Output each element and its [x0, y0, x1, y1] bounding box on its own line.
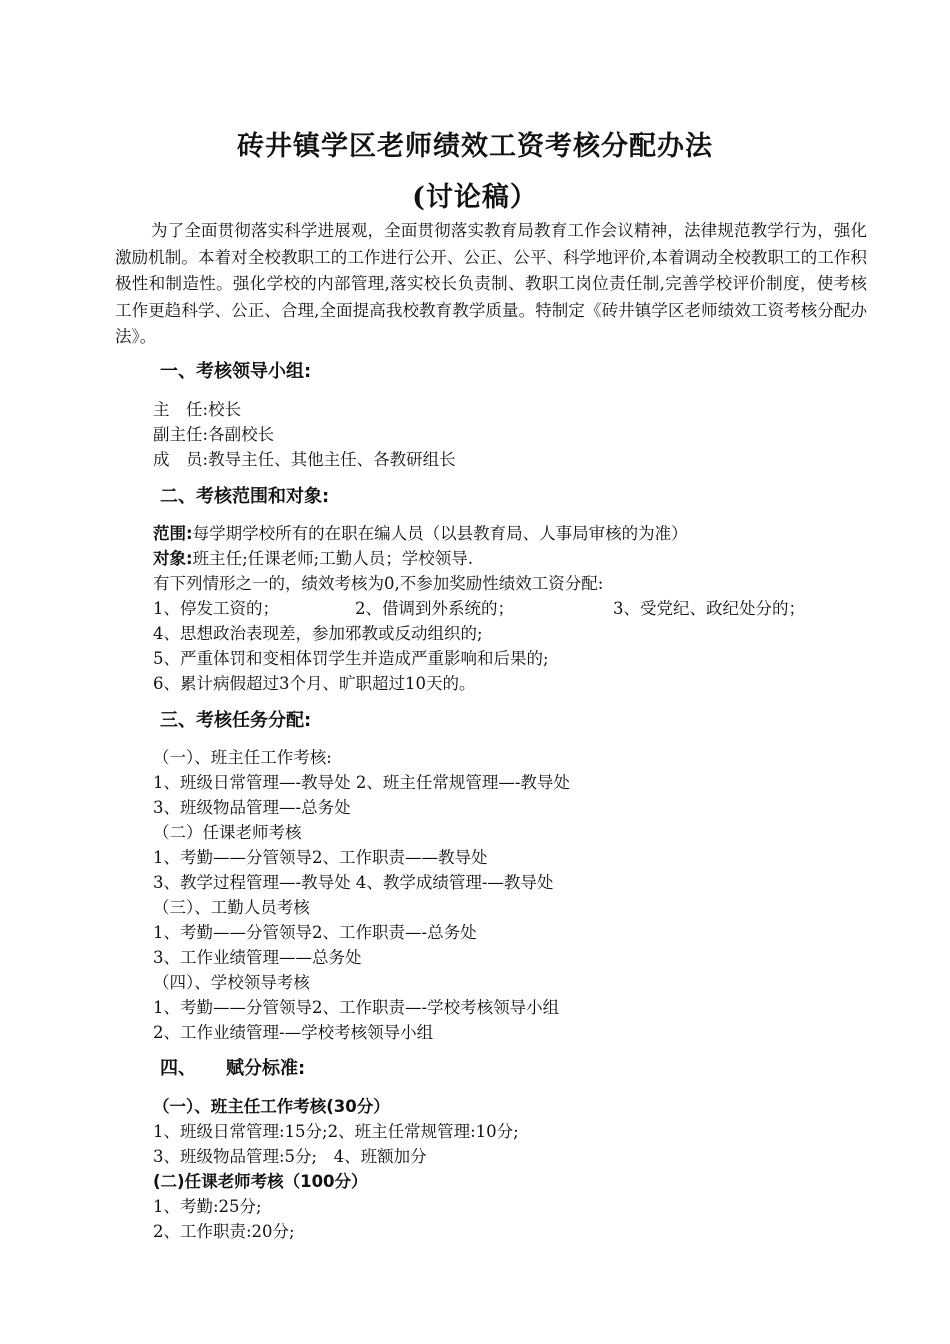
- target-text: 班主任;任课老师;工勤人员；学校领导.: [192, 549, 473, 568]
- task-line: （一）、班主任工作考核:: [153, 748, 332, 767]
- heading-text: 赋分标准:: [226, 1058, 306, 1079]
- zero-rule-item-4: 4、思想政治表现差，参加邪教或反动组织的;: [153, 624, 483, 643]
- label: 成 员:: [153, 450, 209, 469]
- heading-number: 四、: [160, 1058, 196, 1079]
- zero-rule-item-3: 3、受党纪、政纪处分的；: [613, 599, 805, 618]
- section-heading-scope: 二、考核范围和对象:: [160, 486, 330, 507]
- target-line: [153, 545, 473, 569]
- section-heading-tasks: 三、考核任务分配:: [160, 710, 312, 731]
- label: 主 任:: [153, 400, 209, 419]
- value: 各副校长: [208, 425, 275, 444]
- section-heading-leadership: 一、考核领导小组:: [160, 361, 312, 382]
- scoring-line: 1、班级日常管理:15分;2、班主任常规管理:10分;: [153, 1122, 519, 1141]
- leader-line-director: [153, 396, 241, 420]
- task-line: 3、教学过程管理—-教导处 4、教学成绩管理-—教导处: [153, 873, 554, 892]
- zero-rule-item-1: 1、停发工资的；: [153, 599, 279, 618]
- task-line: （三）、工勤人员考核: [153, 898, 310, 917]
- scope-text: 每学期学校所有的在职在编人员（以县教育局、人事局审核的为准）: [192, 524, 688, 543]
- task-line: 1、考勤——分管领导2、工作职责——教导处: [153, 848, 488, 867]
- zero-rule-intro: 有下列情形之一的，绩效考核为0,不参加奖励性绩效工资分配:: [153, 574, 604, 593]
- document-subtitle: (讨论稿）: [412, 182, 538, 213]
- intro-paragraph: 为了全面贯彻落实科学进展观，全面贯彻落实教育局教育工作会议精神，法律规范教学行为，强化激励机制。本着对全校教职工的工作进行公开、公正、公平、科学地评价,本着调动全校教职工的工作积极性和制造性。强化学校的内部管理,落实校长负责制、教职工岗位责任制,完善学校评价制度，使考核工作更趋科学、公正、合理,全面提高我校教育教学质量。特制定《砖井镇学区老师绩效工资考核分配办法》。: [115, 221, 867, 346]
- task-line: （四）、学校领导考核: [153, 973, 310, 992]
- label: 副主任:: [153, 425, 209, 444]
- scoring-line: 3、班级物品管理:5分; 4、班额加分: [153, 1147, 427, 1166]
- zero-rule-items-row: [153, 595, 805, 619]
- task-line: 1、考勤——分管领导2、工作职责—-总务处: [153, 923, 477, 942]
- task-line: 3、工作业绩管理——总务处: [153, 948, 362, 967]
- scope-label: 范围:: [153, 524, 193, 543]
- scope-line: [153, 520, 688, 544]
- leader-line-members: [153, 446, 456, 470]
- scoring-sub-heading-1: （一）、班主任工作考核(30分）: [153, 1097, 390, 1116]
- scoring-line: 2、工作职责:20分;: [153, 1222, 295, 1241]
- section-heading-scoring: [160, 1054, 305, 1080]
- scoring-line: 1、考勤:25分;: [153, 1197, 262, 1216]
- zero-rule-item-6: 6、累计病假超过3个月、旷职超过10天的。: [153, 674, 476, 693]
- target-label: 对象:: [153, 549, 193, 568]
- scoring-sub-heading-2: (二)任课老师考核（100分）: [153, 1172, 368, 1191]
- value: 校长: [208, 400, 242, 419]
- task-line: （二）任课老师考核: [153, 823, 302, 842]
- task-line: 1、班级日常管理—-教导处 2、班主任常规管理—-教导处: [153, 773, 570, 792]
- task-line: 1、考勤——分管领导2、工作职责—-学校考核领导小组: [153, 998, 560, 1017]
- zero-rule-item-2: 2、借调到外系统的；: [355, 599, 514, 618]
- document-title: 砖井镇学区老师绩效工资考核分配办法: [237, 131, 713, 162]
- zero-rule-item-5: 5、严重体罚和变相体罚学生并造成严重影响和后果的;: [153, 649, 549, 668]
- leader-line-deputy: [153, 421, 274, 445]
- value: 教导主任、其他主任、各教研组长: [208, 450, 456, 469]
- task-line: 2、工作业绩管理-—学校考核领导小组: [153, 1023, 434, 1042]
- task-line: 3、班级物品管理—-总务处: [153, 798, 351, 817]
